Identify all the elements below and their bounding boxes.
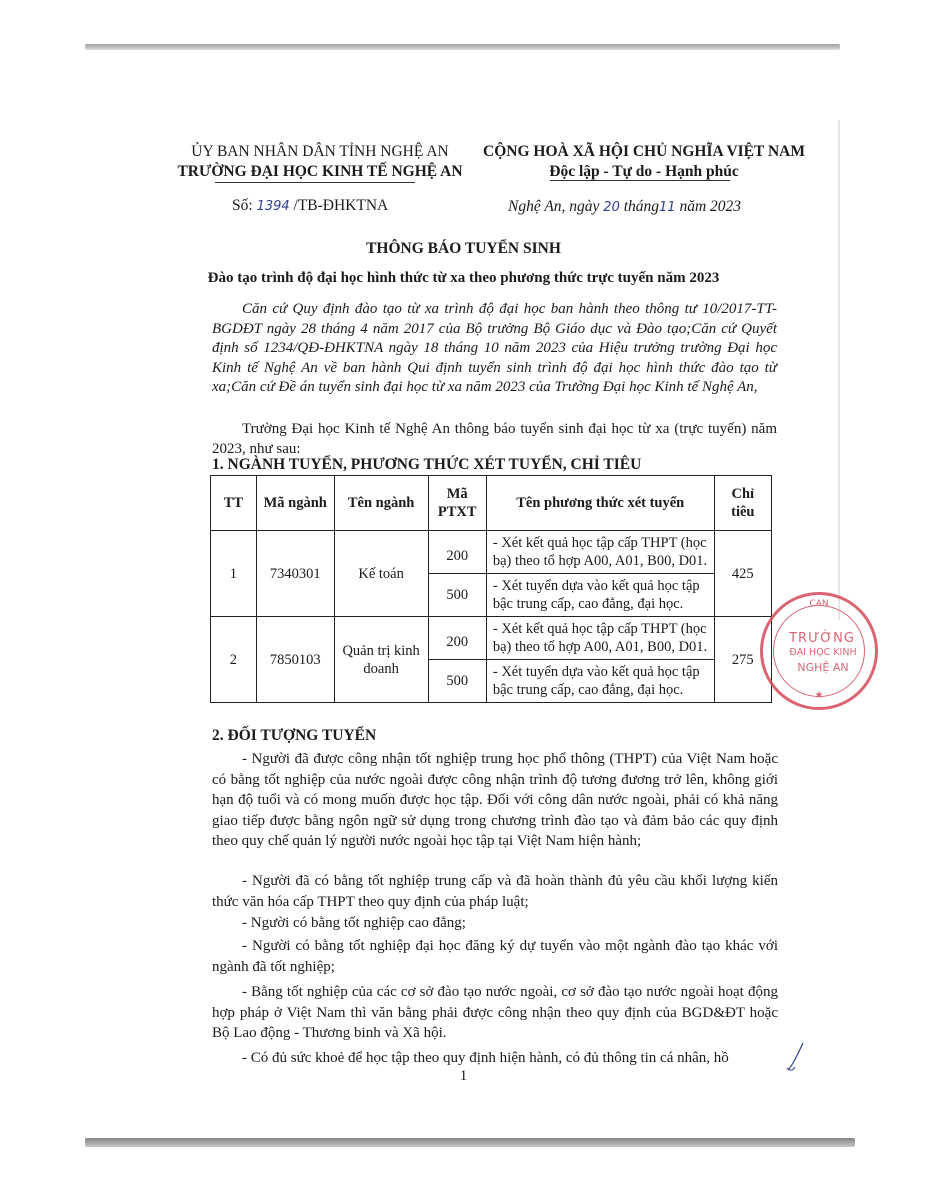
section-heading-2: 2. ĐỐI TƯỢNG TUYỂN — [212, 727, 377, 744]
cell-phuong-thuc: - Xét kết quả học tập cấp THPT (học bạ) theo tổ hợp A00, A01, B00, D01. — [486, 617, 714, 660]
issuer-parent: ỦY BAN NHÂN DÂN TỈNH NGHỆ AN — [191, 143, 449, 160]
seal-text-2: ĐẠI HỌC KINH — [789, 647, 857, 658]
scan-edge-right — [838, 120, 840, 620]
list-item: - Người có bằng tốt nghiệp cao đẳng; — [242, 915, 466, 931]
cell-ma-nganh: 7850103 — [256, 617, 334, 703]
issuer-name: TRƯỜNG ĐẠI HỌC KINH TẾ NGHỆ AN — [177, 163, 463, 180]
header-ma-ptxt: Mã PTXT — [428, 476, 486, 531]
page-number: 1 — [459, 1068, 468, 1084]
cell-chi-tieu: 275 — [714, 617, 771, 703]
list-item: - Có đủ sức khoẻ để học tập theo quy định hiện hành, có đủ thông tin cá nhân, hồ — [242, 1050, 729, 1066]
national-motto-block — [470, 142, 818, 182]
cell-tt: 2 — [211, 617, 257, 703]
section-heading-1: 1. NGÀNH TUYỂN, PHƯƠNG THỨC XÉT TUYỂN, CHỈ TIÊU — [212, 456, 642, 473]
so-label: Số: — [232, 197, 253, 214]
list-item: - Người đã có bằng tốt nghiệp trung cấp và đã hoàn thành đủ yêu cầu khối lượng kiến thức văn hóa cấp THPT theo quy định của pháp luật; — [212, 873, 778, 910]
list-item: - Người có bằng tốt nghiệp đại học đăng ký dự tuyển vào một ngành đào tạo khác với ngành đã tốt nghiệp; — [212, 938, 778, 975]
date-year: năm 2023 — [679, 198, 742, 215]
national-title: CỘNG HOÀ XÃ HỘI CHỦ NGHĨA VIỆT NAM — [483, 143, 805, 160]
cell-ten-nganh: Quản trị kinh doanh — [334, 617, 428, 703]
cell-phuong-thuc: - Xét tuyển dựa vào kết quả học tập bậc trung cấp, cao đẳng, đại học. — [486, 660, 714, 703]
header-phuong-thuc: Tên phương thức xét tuyển — [486, 476, 714, 531]
issue-date — [508, 198, 741, 216]
seal-text-3: NGHỆ AN — [797, 661, 849, 674]
cell-chi-tieu: 425 — [714, 531, 771, 617]
cell-ma-ptxt: 500 — [428, 660, 486, 703]
header-tt: TT — [211, 476, 257, 531]
cell-ma-ptxt: 200 — [428, 617, 486, 660]
so-suffix: /TB-ĐHKTNA — [293, 197, 389, 214]
cell-ten-nganh: Kế toán — [334, 531, 428, 617]
so-number-handwritten: 1394 — [256, 199, 290, 214]
document-subtitle: Đào tạo trình độ đại học hình thức từ xa theo phương thức trực tuyến năm 2023 — [207, 270, 720, 286]
list-item: - Bằng tốt nghiệp của các cơ sở đào tạo nước ngoài, cơ sở đào tạo nước ngoài hoạt động hợp pháp ở Việt Nam thì văn bằng phải được công nhận theo quy định của BGD&ĐT hoặc Bộ Lao động - Thương binh và Xã hội. — [212, 984, 778, 1041]
document-title: THÔNG BÁO TUYỂN SINH — [366, 240, 561, 257]
issuer-block — [170, 142, 470, 182]
cell-tt: 1 — [211, 531, 257, 617]
admission-table — [210, 475, 772, 703]
header-ma-nganh: Mã ngành — [256, 476, 334, 531]
cell-phuong-thuc: - Xét tuyển dựa vào kết quả học tập bậc trung cấp, cao đẳng, đại học. — [486, 574, 714, 617]
cell-ma-ptxt: 200 — [428, 531, 486, 574]
legal-basis-paragraph: Căn cứ Quy định đào tạo từ xa trình độ đại học ban hành theo thông tư 10/2017-TT-BGDĐT ngày 28 tháng 4 năm 2017 của Bộ trưởng Bộ Giáo dục và Đào tạo;Căn cứ Quyết định số 1234/QĐ-ĐHKTNA ngày 18 tháng 10 năm 2023 của Hiệu trưởng trường Đại học Kinh tế Nghệ An về ban hành Qui định tuyển sinh trình độ đại học hình thức đào tạo từ xa;Căn cứ Đề án tuyển sinh đại học từ xa năm 2023 của Trường Đại học Kinh tế Nghệ An, — [212, 301, 777, 395]
date-month-handwritten: 11 — [659, 200, 676, 215]
scan-edge-bottom — [85, 1138, 855, 1147]
date-month-label: tháng — [623, 198, 660, 215]
date-prefix: Nghệ An, ngày — [508, 198, 600, 215]
cell-ma-nganh: 7340301 — [256, 531, 334, 617]
scan-edge-top — [85, 44, 840, 50]
seal-top-text: CAN — [809, 599, 829, 609]
cell-ma-ptxt: 500 — [428, 574, 486, 617]
seal-star-icon: ★ — [814, 690, 824, 701]
motto-underline — [550, 180, 730, 181]
header-ten-nganh: Tên ngành — [334, 476, 428, 531]
header-chi-tieu: Chỉ tiêu — [714, 476, 771, 531]
official-seal — [760, 592, 878, 710]
document-number — [232, 197, 388, 215]
issuer-underline — [215, 182, 415, 183]
cell-phuong-thuc: - Xét kết quả học tập cấp THPT (học bạ) theo tổ hợp A00, A01, B00, D01. — [486, 531, 714, 574]
intro-paragraph: Trường Đại học Kinh tế Nghệ An thông báo tuyển sinh đại học từ xa (trực tuyến) năm 2023, như sau: — [212, 421, 777, 457]
date-day-handwritten: 20 — [603, 200, 620, 215]
table-row — [211, 617, 772, 660]
list-item: - Người đã được công nhận tốt nghiệp trung học phổ thông (THPT) của Việt Nam hoặc có bằng tốt nghiệp của nước ngoài được công nhận trình độ tương đương trở lên, không giới hạn độ tuổi và có mong muốn được học tập. Đối với công dân nước ngoài, phải có khả năng giao tiếp được bằng ngôn ngữ sử dụng trong chương trình đào tạo và đảm bảo các quy định theo quy chế quản lý người nước ngoài học tập tại Việt Nam hiện hành; — [212, 751, 778, 849]
table-row — [211, 531, 772, 574]
national-motto: Độc lập - Tự do - Hạnh phúc — [549, 163, 739, 180]
seal-text-1: TRƯỜNG — [789, 631, 855, 646]
table-header-row — [211, 476, 772, 531]
